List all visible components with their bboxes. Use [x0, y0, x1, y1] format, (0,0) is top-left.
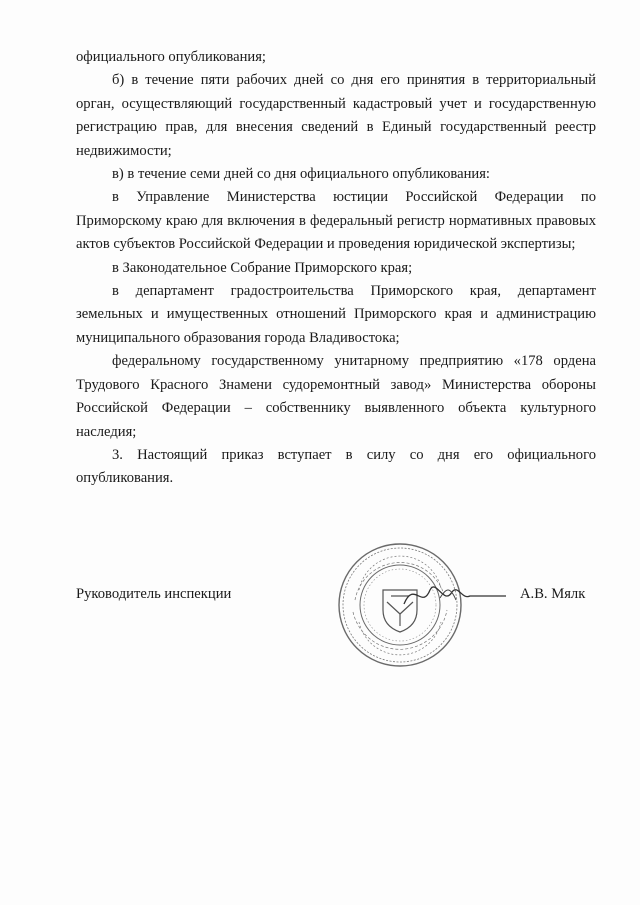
paragraph-ministry-justice: в Управление Министерства юстиции Российской Федерации по Приморскому краю для включения в федеральный регистр нормативных правовых актов субъектов Российской Федерации и проведения юридической экспертизы;: [76, 189, 596, 253]
paragraph-departments: в департамент градостроительства Приморского края, департамент земельных и имущественных отношений Приморского края и администрацию муниципального образования города Владивостока;: [76, 283, 596, 346]
paragraph-continuation: официального опубликования;: [76, 49, 266, 65]
paragraph-legislative-assembly: в Законодательное Собрание Приморского края;: [112, 259, 413, 276]
signature-position: Руководитель инспекции: [76, 586, 232, 602]
paragraph-enterprise: федеральному государственному унитарному предприятию «178 ордена Трудового Красного Знамени судоремонтный завод» Министерства обороны Российской Федерации – собственнику выявленного объекта культурного наследия;: [76, 353, 596, 440]
document-body: [76, 46, 596, 491]
paragraph-item-v: в) в течение семи дней со дня официального опубликования:: [112, 166, 490, 183]
paragraph-effective-date: 3. Настоящий приказ вступает в силу со дня его официального опубликования.: [76, 446, 596, 487]
handwritten-signature: [400, 570, 510, 620]
paragraph-item-b: б) в течение пяти рабочих дней со дня его принятия в территориальный орган, осуществляющий государственный кадастровый учет и государственную регистрацию прав, для внесения сведений в Единый государственный реестр недвижимости;: [76, 72, 596, 159]
signature-name: А.В. Мялк: [520, 586, 586, 602]
